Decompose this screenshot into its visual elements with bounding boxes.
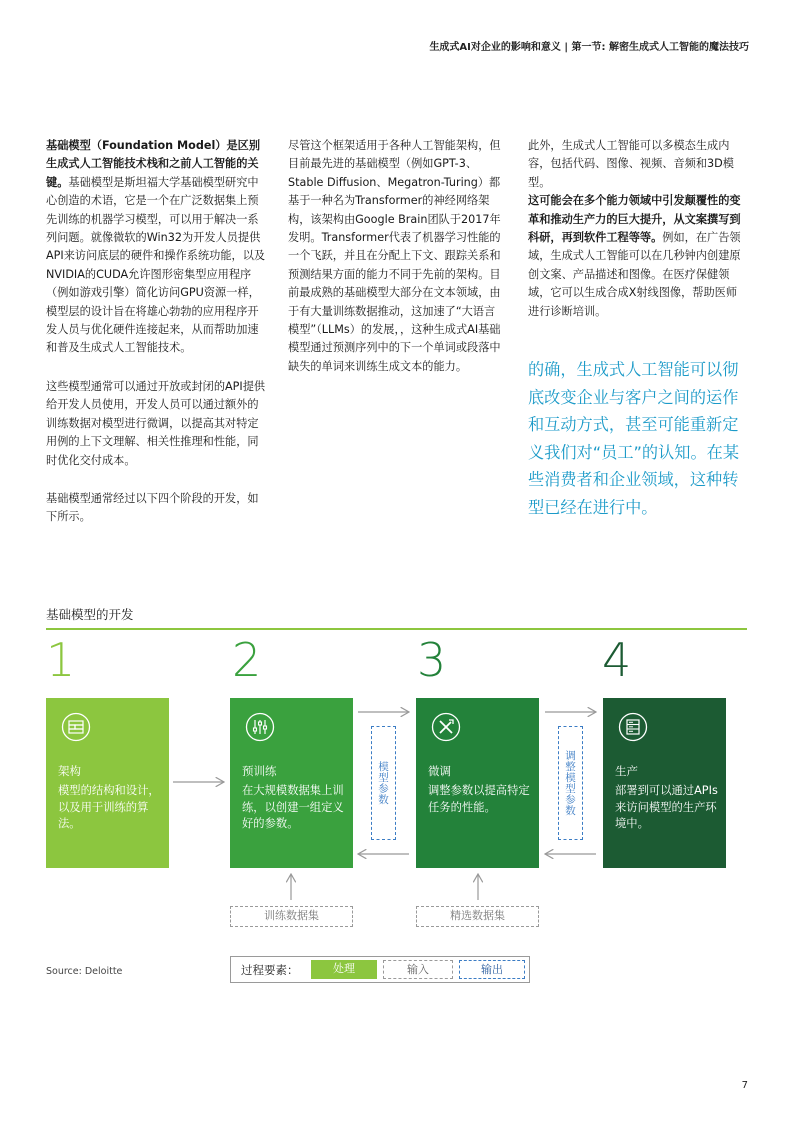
input-training-dataset: 训练数据集 <box>230 906 353 927</box>
stage-description: 部署到可以通过APIs来访问模型的生产环境中。 <box>615 784 718 830</box>
output-tuned-params <box>558 726 583 840</box>
stage-description: 在大规模数据集上训练，以创建一组定义好的参数。 <box>242 784 344 830</box>
page-number: 7 <box>741 1080 748 1091</box>
legend <box>230 956 530 983</box>
bold-lead: 这可能会在多个能力领域中引发颠覆性的变革和推动生产力的巨大提升，从文案撰写到科研，再到软件工程等等。 <box>528 194 741 245</box>
stage-number-3: 3 <box>417 633 447 687</box>
pull-quote: 的确，生成式人工智能可以彻底改变企业与客户之间的运作和互动方式，甚至可能重新定义我们对“员工”的认知。在某些消费者和企业领域，这种转型已经在进行中。 <box>528 360 740 517</box>
diagram-title: 基础模型的开发 <box>46 607 134 622</box>
source-note: Source: Deloitte <box>46 966 123 977</box>
stage-number-4: 4 <box>602 633 632 687</box>
legend-process: 处理 <box>311 960 377 979</box>
paragraph-multimodal: 此外，生成式人工智能可以多模态生成内容，包括代码、图像、视频、音频和3D模型。 <box>528 139 734 189</box>
paragraph-text: 基础模型是斯坦福大学基础模型研究中心创造的术语，它是一个在广泛数据集上预先训练的机器学习模型，可以用于解决一系列问题。就像微软的Win32为开发人员提供API来访问底层的硬件和操作系统功能，以及NVIDIA的CUDA允许图形密集型应用程序（例如游戏引擎）简化访问GPU资源一样，模型层的设计旨在将雄心勃勃的应用程序开发人员与优化硬件连接起来，从而帮助加速和普及生成式人工智能技术。 <box>46 175 266 355</box>
paragraph-text: 例如，在广告领域，生成式人工智能可以在几秒钟内创建原创文案、产品描述和图像。在医疗保健领域，它可以生成合成X射线图像，帮助医师进行诊断培训。 <box>528 231 741 318</box>
legend-input: 输入 <box>383 960 453 979</box>
output-model-params <box>371 726 396 840</box>
stage-number-1: 1 <box>46 633 76 687</box>
stage-description: 调整参数以提高特定任务的性能。 <box>428 784 530 814</box>
stage-description: 模型的结构和设计，以及用于训练的算法。 <box>58 784 160 830</box>
legend-label: 过程要素： <box>241 963 299 977</box>
bold-lead: 基础模型（Foundation Model）是区别生成式人工智能技术栈和之前人工智能的关键。 <box>46 139 261 189</box>
input-curated-dataset: 精选数据集 <box>416 906 539 927</box>
running-header: 生成式AI对企业的影响和意义 | 第一节: 解密生成式人工智能的魔法技巧 <box>429 42 749 53</box>
paragraph-api: 这些模型通常可以通过开放或封闭的API提供给开发人员使用，开发人员可以通过额外的训练数据对模型进行微调，以提高其对特定用例的上下文理解、相关性推理和性能，同时优化交付成本。 <box>46 379 266 467</box>
stage-title: 微调 <box>428 764 451 778</box>
output-label: 调整模型参数 <box>564 750 576 816</box>
stage-number-2: 2 <box>232 633 262 687</box>
paragraph-stages-intro: 基础模型通常经过以下四个阶段的开发，如下所示。 <box>46 491 259 524</box>
stage-title: 预训练 <box>242 764 277 778</box>
output-label: 模型参数 <box>377 761 389 805</box>
legend-output: 输出 <box>459 960 525 979</box>
stage-title: 生产 <box>615 764 638 778</box>
paragraph-transformer: 尽管这个框架适用于各种人工智能架构，但目前最先进的基础模型（例如GPT-3、Stable Diffusion、Megatron-Turing）都基于一种名为Transformer的神经网络架构，该架构由Google Brain团队于2017年发明。Transformer代表了机器学习性能的一个飞跃，并且在分配上下文、跟踪关系和预测结果方面的能力不同于先前的架构。目前最成熟的基础模型大部分在文本领域，由于有大量训练数据推动，这加速了“大语言模型”（LLMs）的发展，，这种生成式AI基础模型通过预测序列中的下一个单词或段落中缺失的单词来训练生成文本的能力。 <box>288 139 501 373</box>
stage-title: 架构 <box>58 764 81 778</box>
